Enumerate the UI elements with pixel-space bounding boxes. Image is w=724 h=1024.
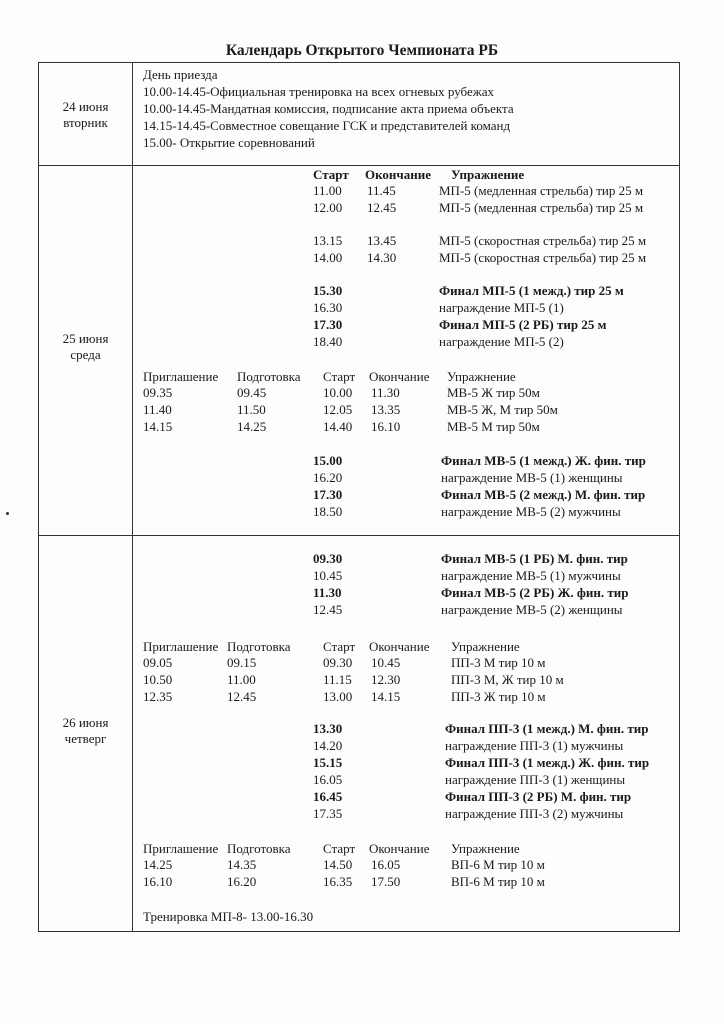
header-invitation: Приглашение	[143, 369, 219, 384]
row-divider-day1	[39, 165, 679, 166]
header-exercise: Упражнение	[451, 639, 520, 654]
final-event: Финал ПП-3 (1 межд.) М. фин. тир	[445, 721, 649, 736]
invitation-time: 10.50	[143, 672, 173, 687]
invitation-time: 14.15	[143, 419, 173, 434]
header-exercise: Упражнение	[451, 167, 525, 182]
final-time: 09.30	[313, 551, 343, 566]
exercise: ПП-3 М тир 10 м	[451, 655, 546, 670]
day-weekday: вторник	[63, 115, 108, 130]
day-label-24	[39, 99, 132, 131]
award-ceremony: награждение МП-5 (1)	[439, 300, 564, 315]
day-weekday: среда	[70, 347, 101, 362]
award-ceremony: награждение МП-5 (2)	[439, 334, 564, 349]
header-exercise: Упражнение	[447, 369, 516, 384]
final-time: 17.30	[313, 317, 343, 332]
final-time: 17.30	[313, 487, 343, 502]
invitation-time: 09.05	[143, 655, 173, 670]
invitation-time: 14.25	[143, 857, 173, 872]
end-time: 13.45	[367, 233, 397, 248]
exercise: МВ-5 Ж тир 50м	[447, 385, 540, 400]
invitation-time: 16.10	[143, 874, 173, 889]
start-time: 14.40	[323, 419, 353, 434]
start-time: 13.00	[323, 689, 353, 704]
preparation-time: 16.20	[227, 874, 257, 889]
header-end: Окончание	[369, 841, 430, 856]
preparation-time: 09.45	[237, 385, 267, 400]
invitation-time: 11.40	[143, 402, 172, 417]
end-time: 10.45	[371, 655, 401, 670]
day1-line: День приезда	[143, 67, 218, 82]
start-time: 09.30	[323, 655, 353, 670]
header-end: Окончание	[369, 639, 430, 654]
day-label-26	[39, 715, 132, 747]
header-invitation: Приглашение	[143, 639, 219, 654]
header-start: Старт	[313, 167, 349, 182]
final-time: 15.30	[313, 283, 343, 298]
exercise: МП-5 (медленная стрельба) тир 25 м	[439, 183, 644, 198]
final-time: 16.05	[313, 772, 343, 787]
day1-line: 10.00-14.45-Мандатная комиссия, подписание акта приема объекта	[143, 101, 514, 116]
start-time: 10.00	[323, 385, 353, 400]
preparation-time: 14.35	[227, 857, 257, 872]
day-label-25	[39, 331, 132, 363]
final-event: Финал МВ-5 (2 РБ) Ж. фин. тир	[441, 585, 629, 600]
invitation-time: 12.35	[143, 689, 173, 704]
end-time: 17.50	[371, 874, 401, 889]
row-divider-day2	[39, 535, 679, 536]
day-date: 26 июня	[62, 715, 109, 730]
final-event: Финал МП-5 (1 межд.) тир 25 м	[439, 283, 624, 298]
award-ceremony: награждение МВ-5 (2) мужчины	[441, 504, 621, 519]
header-preparation: Подготовка	[227, 639, 291, 654]
training-note: Тренировка МП-8- 13.00-16.30	[143, 909, 314, 924]
final-time: 16.30	[313, 300, 343, 315]
exercise: ПП-3 Ж тир 10 м	[451, 689, 546, 704]
scan-speck	[6, 512, 9, 515]
final-event: Финал ПП-3 (1 межд.) Ж. фин. тир	[445, 755, 650, 770]
exercise: МП-5 (медленная стрельба) тир 25 м	[439, 200, 644, 215]
final-time: 10.45	[313, 568, 343, 583]
end-time: 16.10	[371, 419, 401, 434]
start-time: 13.15	[313, 233, 343, 248]
day-weekday: четверг	[64, 731, 107, 746]
preparation-time: 12.45	[227, 689, 257, 704]
final-time: 17.35	[313, 806, 343, 821]
preparation-time: 09.15	[227, 655, 257, 670]
award-ceremony: награждение ПП-3 (2) мужчины	[445, 806, 624, 821]
header-start: Старт	[323, 639, 356, 654]
exercise: МВ-5 Ж, М тир 50м	[447, 402, 558, 417]
final-time: 18.50	[313, 504, 343, 519]
award-ceremony: награждение МВ-5 (2) женщины	[441, 602, 623, 617]
start-time: 12.00	[313, 200, 343, 215]
day-date: 25 июня	[62, 331, 109, 346]
end-time: 11.30	[371, 385, 400, 400]
end-time: 12.30	[371, 672, 401, 687]
final-time: 14.20	[313, 738, 343, 753]
end-time: 11.45	[367, 183, 396, 198]
day1-line: 15.00- Открытие соревнований	[143, 135, 315, 150]
start-time: 12.05	[323, 402, 353, 417]
final-time: 16.20	[313, 470, 343, 485]
award-ceremony: награждение МВ-5 (1) женщины	[441, 470, 623, 485]
preparation-time: 11.50	[237, 402, 266, 417]
day-date: 24 июня	[62, 99, 109, 114]
final-event: Финал ПП-3 (2 РБ) М. фин. тир	[445, 789, 632, 804]
exercise: ПП-3 М, Ж тир 10 м	[451, 672, 564, 687]
header-end: Окончание	[369, 369, 430, 384]
final-time: 15.15	[313, 755, 343, 770]
final-time: 18.40	[313, 334, 343, 349]
final-time: 11.30	[313, 585, 342, 600]
header-start: Старт	[323, 369, 356, 384]
final-event: Финал МВ-5 (1 межд.) Ж. фин. тир	[441, 453, 646, 468]
header-preparation: Подготовка	[227, 841, 291, 856]
day1-line: 14.15-14.45-Совместное совещание ГСК и представителей команд	[143, 118, 511, 133]
end-time: 14.15	[371, 689, 401, 704]
final-time: 15.00	[313, 453, 343, 468]
exercise: МП-5 (скоростная стрельба) тир 25 м	[439, 250, 647, 265]
exercise: МВ-5 М тир 50м	[447, 419, 540, 434]
day1-line: 10.00-14.45-Официальная тренировка на всех огневых рубежах	[143, 84, 495, 99]
start-time: 11.00	[313, 183, 342, 198]
award-ceremony: награждение ПП-3 (1) мужчины	[445, 738, 624, 753]
award-ceremony: награждение МВ-5 (1) мужчины	[441, 568, 621, 583]
end-time: 12.45	[367, 200, 397, 215]
end-time: 13.35	[371, 402, 401, 417]
final-time: 12.45	[313, 602, 343, 617]
exercise: ВП-6 М тир 10 м	[451, 874, 545, 889]
final-event: Финал МВ-5 (2 межд.) М. фин. тир	[441, 487, 646, 502]
start-time: 11.15	[323, 672, 352, 687]
header-exercise: Упражнение	[451, 841, 520, 856]
start-time: 14.00	[313, 250, 343, 265]
start-time: 14.50	[323, 857, 353, 872]
exercise: ВП-6 М тир 10 м	[451, 857, 545, 872]
header-start: Старт	[323, 841, 356, 856]
schedule-table	[38, 62, 680, 932]
end-time: 16.05	[371, 857, 401, 872]
end-time: 14.30	[367, 250, 397, 265]
preparation-time: 11.00	[227, 672, 256, 687]
header-invitation: Приглашение	[143, 841, 219, 856]
final-time: 13.30	[313, 721, 343, 736]
final-time: 16.45	[313, 789, 343, 804]
invitation-time: 09.35	[143, 385, 173, 400]
start-time: 16.35	[323, 874, 353, 889]
column-divider	[132, 63, 133, 931]
preparation-time: 14.25	[237, 419, 267, 434]
page-title: Календарь Открытого Чемпионата РБ	[225, 42, 499, 59]
header-end: Окончание	[365, 167, 432, 182]
exercise: МП-5 (скоростная стрельба) тир 25 м	[439, 233, 647, 248]
final-event: Финал МВ-5 (1 РБ) М. фин. тир	[441, 551, 628, 566]
final-event: Финал МП-5 (2 РБ) тир 25 м	[439, 317, 607, 332]
award-ceremony: награждение ПП-3 (1) женщины	[445, 772, 626, 787]
header-preparation: Подготовка	[237, 369, 301, 384]
